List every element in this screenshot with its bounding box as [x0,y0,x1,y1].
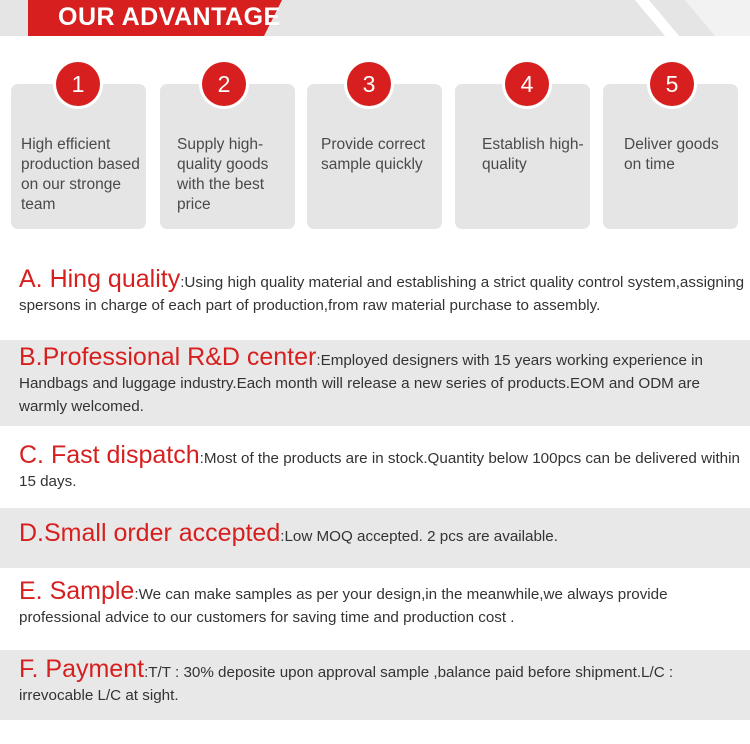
section-heading: D.Small order accepted [19,519,281,547]
section-heading: F. Payment [19,655,145,683]
advantage-card-text: Establish high-quality [482,136,584,173]
advantage-card-4 [455,71,590,229]
advantage-card-3 [307,71,442,229]
advantage-card-1 [11,71,146,229]
advantage-card-5 [603,71,738,229]
number-badge: 2 [202,62,246,106]
number-badge: 3 [347,62,391,106]
section-small-order [0,508,750,568]
advantage-card-text: Deliver goods on time [624,136,719,173]
advantage-card-text: High efficient production based on our stronge team [21,136,140,213]
number-badge: 1 [56,62,100,106]
number-badge: 4 [505,62,549,106]
section-heading: A. Hing quality [19,265,181,293]
section-sample [0,574,750,644]
number-badge: 5 [650,62,694,106]
section-body: :T/T : 30% deposite upon approval sample ,balance paid before shipment.L/C : irrevocable L/C at sight. [19,664,674,704]
section-body: :Using high quality material and establishing a strict quality control system,assigning spersons in charge of each part of production,from raw material purchase to assembly. [19,274,745,314]
section-body: :Most of the products are in stock.Quantity below 100pcs can be delivered within 15 days. [19,450,740,490]
section-dispatch [0,440,750,500]
section-heading: E. Sample [19,577,135,605]
header-decoration-stripe [635,0,679,36]
advantage-card-2 [160,71,295,229]
header-banner [0,0,750,36]
advantage-card-text: Supply high-quality goods with the best price [177,136,269,213]
section-body: :Low MOQ accepted. 2 pcs are available. [280,528,558,545]
advantage-card-text: Provide correct sample quickly [321,136,426,173]
section-body: :Employed designers with 15 years working experience in Handbags and luggage industry.Each month will release a new series of products.EOM and ODM are warmly welcomed. [19,352,703,415]
section-rnd [0,340,750,426]
header-decoration-stripe [685,0,750,36]
section-payment [0,650,750,720]
section-heading: B.Professional R&D center [19,343,317,371]
page-title: OUR ADVANTAGE [58,3,281,31]
section-body: :We can make samples as per your design,in the meanwhile,we always provide professional advice to our customers for saving time and production cost . [19,586,668,626]
section-heading: C. Fast dispatch [19,441,200,469]
section-quality [0,258,750,328]
